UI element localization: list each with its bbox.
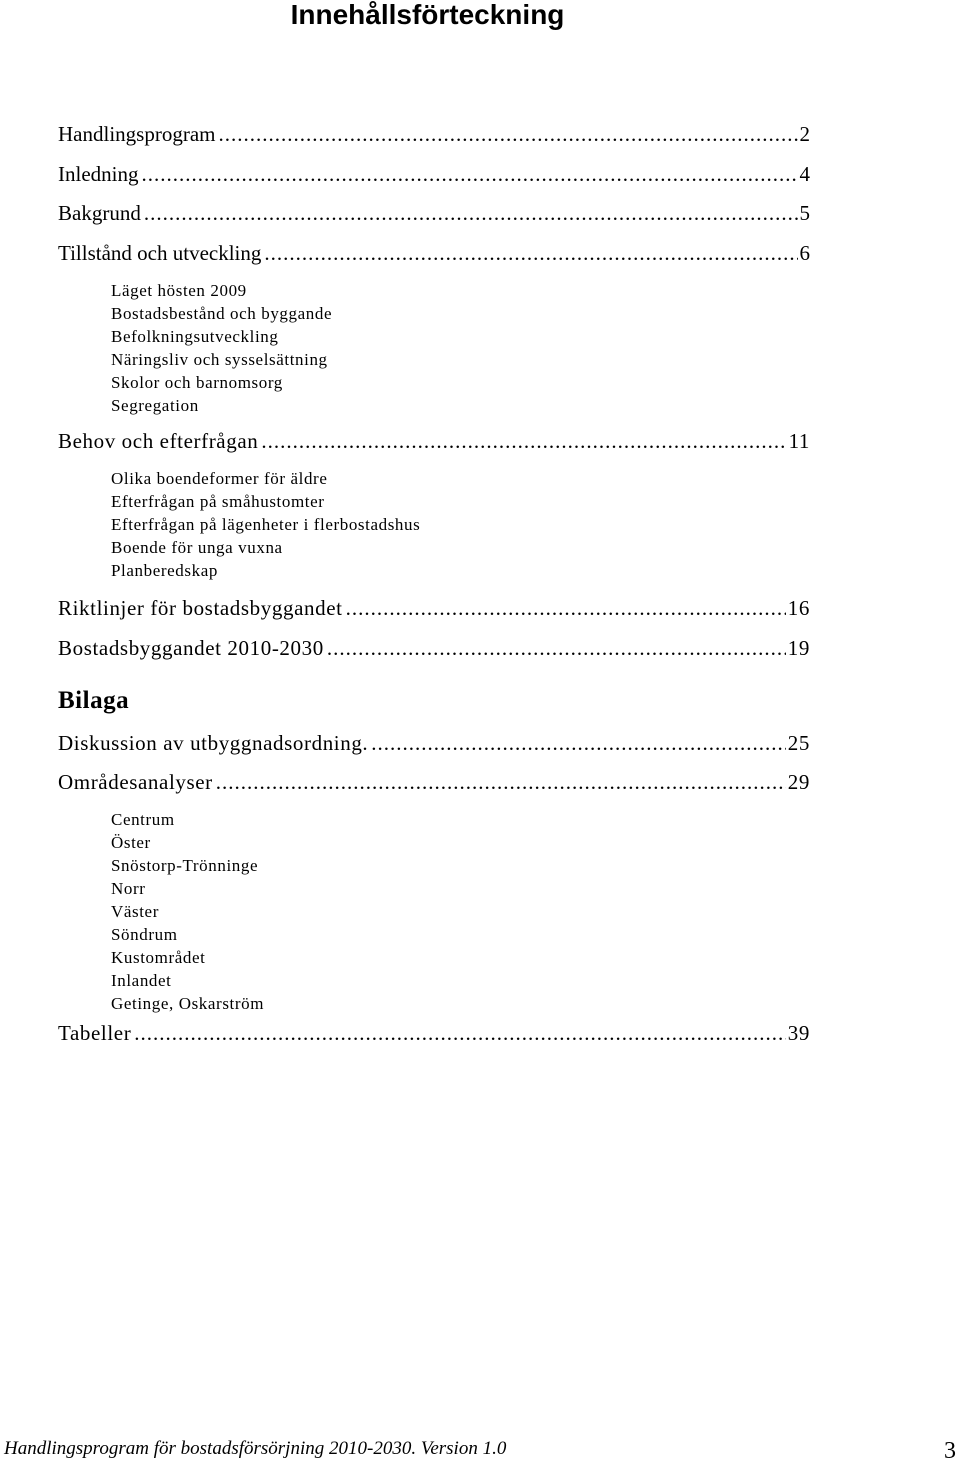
toc-subentry: Snöstorp-Trönninge [111, 856, 259, 875]
toc-entry-omradesanalyser[interactable] [58, 769, 810, 795]
toc-entry-bakgrund[interactable] [58, 200, 810, 226]
toc-subentry: Olika boendeformer för äldre [111, 469, 328, 488]
toc-entry-label: Handlingsprogram [58, 122, 216, 146]
toc-entry-label: Behov och efterfrågan [58, 429, 259, 453]
toc-entry-behov[interactable] [58, 428, 810, 454]
toc-page-number: 6 [799, 241, 810, 265]
footer-page-number: 3 [944, 1438, 956, 1464]
toc-sublist-omraden [111, 808, 264, 1015]
toc-dot-leader [346, 595, 786, 621]
toc-dot-leader [141, 161, 797, 187]
toc-entry-inledning[interactable] [58, 161, 810, 187]
toc-subentry: Efterfrågan på lägenheter i flerbostadshus [111, 515, 421, 534]
toc-entry-label: Bakgrund [58, 201, 141, 225]
toc-page-number: 16 [787, 596, 810, 620]
toc-page-number: 2 [799, 122, 810, 146]
toc-subentry: Planberedskap [111, 561, 218, 580]
toc-dot-leader [218, 121, 797, 147]
toc-entry-tabeller[interactable] [58, 1020, 810, 1046]
toc-entry-label: Riktlinjer för bostadsbyggandet [58, 596, 343, 620]
toc-entry-label: Bostadsbyggandet 2010-2030 [58, 636, 324, 660]
toc-subentry: Centrum [111, 810, 175, 829]
toc-dot-leader [327, 635, 786, 661]
toc-dot-leader [144, 200, 798, 226]
toc-dot-leader [261, 428, 786, 454]
toc-entry-label: Områdesanalyser [58, 770, 213, 794]
toc-page-number: 29 [787, 770, 810, 794]
toc-page-number: 25 [787, 731, 810, 755]
toc-sublist-tillstand [111, 279, 332, 417]
toc-entry-label: Inledning [58, 162, 139, 186]
toc-subentry: Norr [111, 879, 146, 898]
toc-subentry: Kustområdet [111, 948, 206, 967]
toc-dot-leader [216, 769, 786, 795]
toc-subentry: Läget hösten 2009 [111, 281, 247, 300]
toc-dot-leader [264, 240, 797, 266]
toc-subentry: Inlandet [111, 971, 172, 990]
toc-subentry: Väster [111, 902, 159, 921]
toc-subentry: Skolor och barnomsorg [111, 373, 283, 392]
toc-entry-tillstand[interactable] [58, 240, 810, 266]
page-title: Innehållsförteckning [290, 0, 565, 30]
toc-subentry: Söndrum [111, 925, 178, 944]
toc-page-number: 11 [788, 429, 810, 453]
bilaga-heading: Bilaga [58, 687, 130, 714]
toc-dot-leader [134, 1020, 786, 1046]
toc-subentry: Bostadsbestånd och byggande [111, 304, 333, 323]
toc-entry-label: Diskussion av utbyggnadsordning. [58, 731, 369, 755]
toc-sublist-behov [111, 467, 420, 582]
toc-entry-label: Tillstånd och utveckling [58, 241, 262, 265]
toc-subentry: Öster [111, 833, 151, 852]
toc-entry-handlingsprogram[interactable] [58, 121, 810, 147]
toc-subentry: Boende för unga vuxna [111, 538, 283, 557]
toc-page-number: 5 [799, 201, 810, 225]
toc-subentry: Segregation [111, 396, 199, 415]
toc-subentry: Näringsliv och sysselsättning [111, 350, 328, 369]
toc-page-number: 39 [787, 1021, 810, 1045]
toc-page-number: 4 [799, 162, 810, 186]
toc-subentry: Getinge, Oskarström [111, 994, 265, 1013]
toc-entry-bostadsbyggandet[interactable] [58, 635, 810, 661]
toc-entry-riktlinjer[interactable] [58, 595, 810, 621]
toc-page-number: 19 [787, 636, 810, 660]
toc-dot-leader [371, 730, 786, 756]
footer-document-name: Handlingsprogram för bostadsförsörjning 2010-2030. Version 1.0 [4, 1438, 507, 1459]
toc-entry-diskussion[interactable] [58, 730, 810, 756]
toc-subentry: Befolkningsutveckling [111, 327, 279, 346]
toc-subentry: Efterfrågan på småhustomter [111, 492, 325, 511]
toc-entry-label: Tabeller [58, 1021, 132, 1045]
